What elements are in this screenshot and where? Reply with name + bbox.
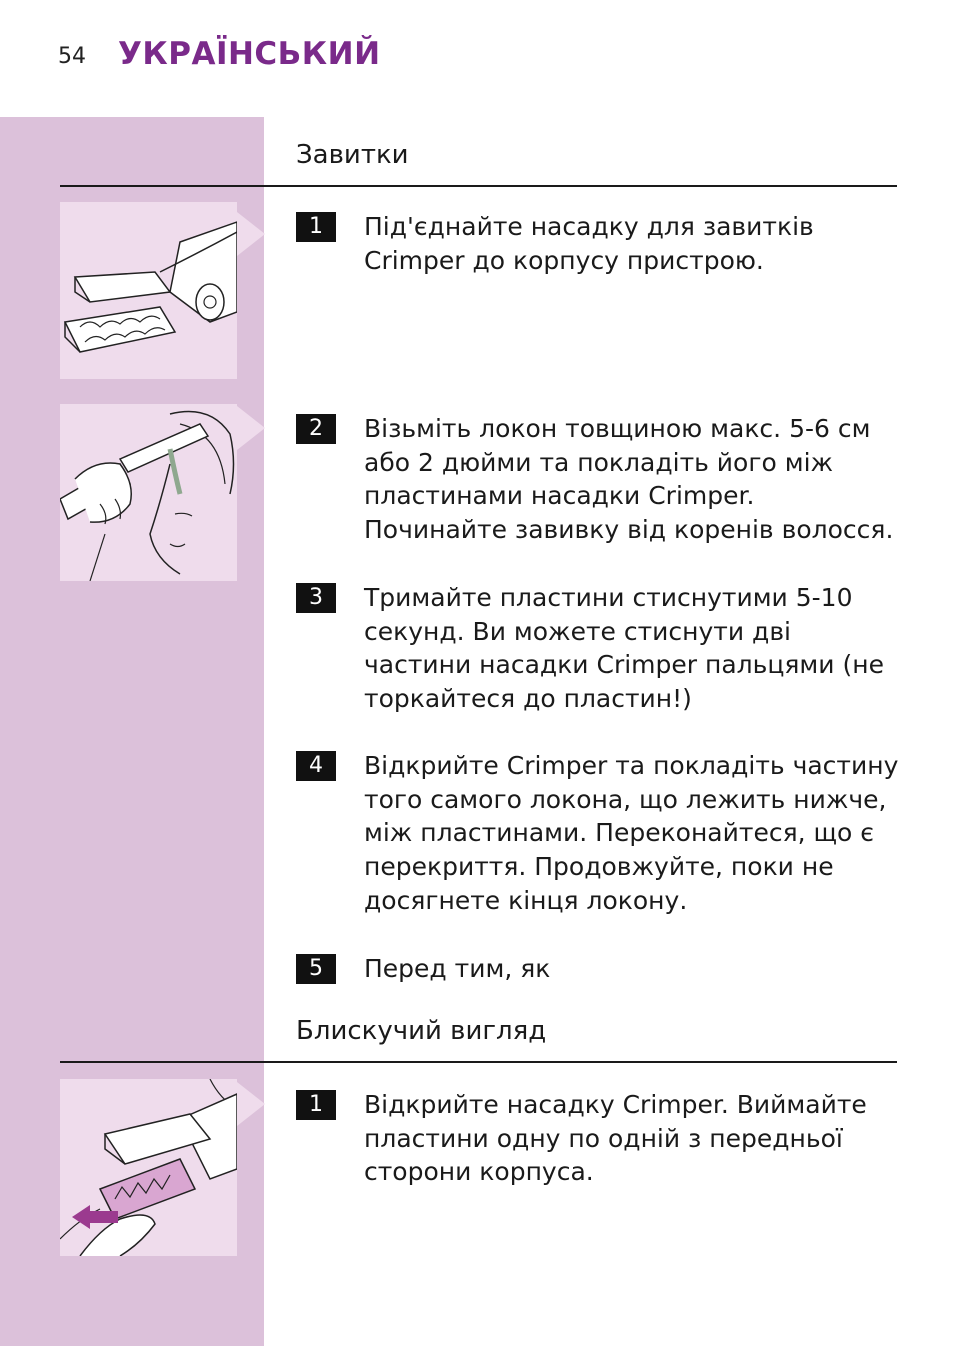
section-rule	[60, 185, 897, 187]
step-number: 1	[296, 212, 336, 242]
illustration-notch	[237, 406, 265, 450]
illustration-notch	[237, 1082, 265, 1126]
step-text: Відкрийте Crimper та покладіть частину того самого локона, що лежить нижче, між пластинами. Переконайтеся, що є перекриття. Продовжуйте, поки не досягнете кінця локону.	[364, 751, 899, 915]
section-title-curls: Завитки	[296, 140, 409, 170]
step-text: Під'єднайте насадку для завитків Crimper до корпусу пристрою.	[364, 212, 814, 275]
illustration-place-hair	[60, 404, 237, 581]
illustration-remove-plates	[60, 1079, 237, 1256]
step-number: 3	[296, 583, 336, 613]
section-title-shiny-look: Блискучий вигляд	[296, 1016, 547, 1046]
page-number: 54	[58, 44, 86, 69]
step-number: 2	[296, 414, 336, 444]
language-heading: УКРАЇНСЬКИЙ	[118, 36, 381, 72]
step-number: 1	[296, 1090, 336, 1120]
step-text: Візьміть локон товщиною макс. 5-6 см або 2 дюйми та покладіть його між пластинами насадки Crimper. Починайте завивку від коренів волосся.	[364, 414, 894, 545]
section-rule	[60, 1061, 897, 1063]
step-text: Відкрийте насадку Crimper. Виймайте пластини одну по одній з передньої сторони корпуса.	[364, 1090, 867, 1187]
step-number: 4	[296, 751, 336, 781]
illustration-attach-crimper	[60, 202, 237, 379]
step-number: 5	[296, 954, 336, 984]
step-text: Перед тим, як	[364, 954, 551, 983]
illustration-notch	[237, 212, 265, 256]
step-text: Тримайте пластини стиснутими 5-10 секунд. Ви можете стиснути дві частини насадки Crimper пальцями (не торкайтеся до пластин!)	[364, 583, 884, 714]
